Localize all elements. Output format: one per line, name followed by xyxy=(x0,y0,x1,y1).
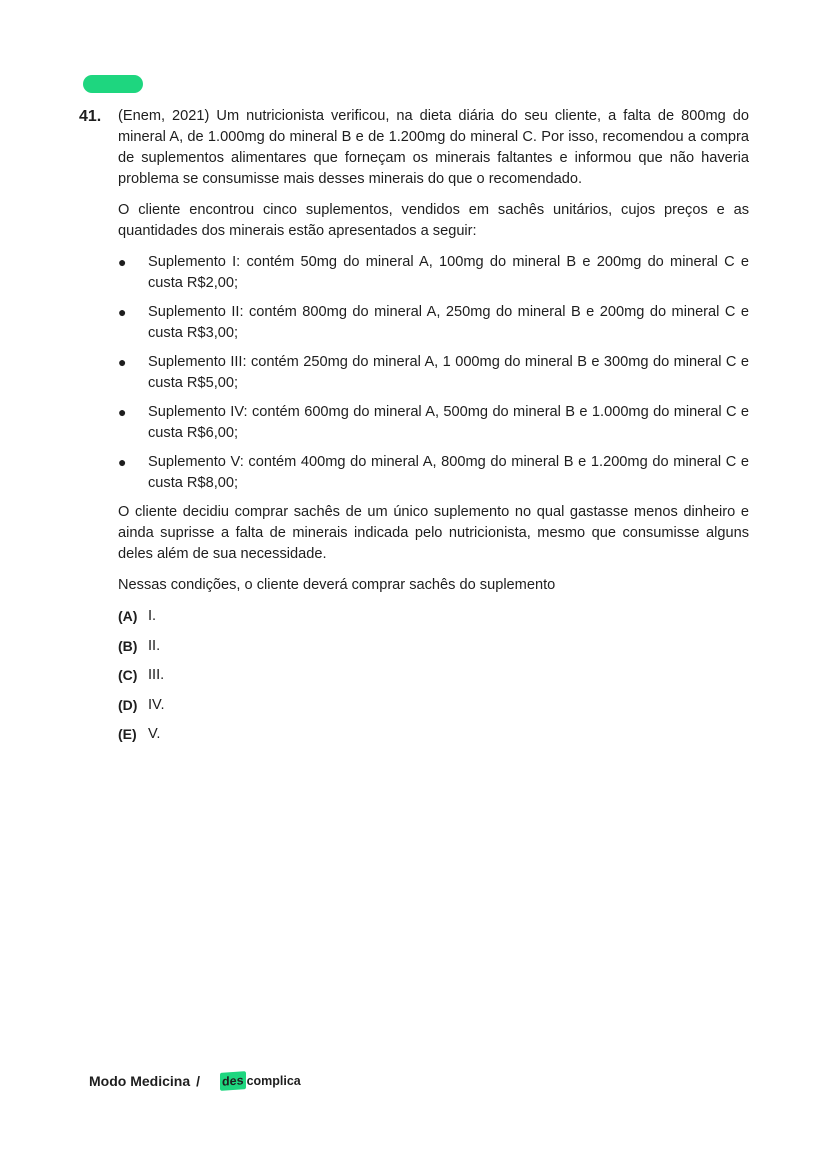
option-b[interactable]: (B) II. xyxy=(118,637,161,654)
question-number: 41. xyxy=(79,108,102,125)
question-context: O cliente encontrou cinco suplementos, vendidos em sachês unitários, cujos preços e as quantidades dos minerais estão apresentados a seguir: xyxy=(118,202,749,239)
section-tag-pill xyxy=(83,75,143,93)
list-item: ● Suplemento III: contém 250mg do mineral A, 1 000mg do mineral B e 300mg do mineral C e custa R$5,00; xyxy=(118,354,749,391)
footer-brand: Modo Medicina xyxy=(89,1073,191,1089)
bullet-icon: ● xyxy=(118,454,127,470)
list-item: ● Suplemento IV: contém 600mg do mineral A, 500mg do mineral B e 1.000mg do mineral C e custa R$6,00; xyxy=(118,404,749,441)
question-intro: (Enem, 2021) Um nutricionista verificou, na dieta diária do seu cliente, a falta de 800mg do mineral A, de 1.000mg do mineral B e de 1.200mg do mineral C. Por isso, recomendou a compra de suplementos alimentares que forneçam os minerais faltantes e informou que não haveria problema se consumisse mais desses minerais do que o recomendado. xyxy=(118,108,749,187)
bullet-icon: ● xyxy=(118,254,127,270)
list-item: ● Suplemento V: contém 400mg do mineral A, 800mg do mineral B e 1.200mg do mineral C e custa R$8,00; xyxy=(118,454,749,491)
bullet-icon: ● xyxy=(118,404,127,420)
list-item: ● Suplemento I: contém 50mg do mineral A, 100mg do mineral B e 200mg do mineral C e custa R$2,00; xyxy=(118,254,749,291)
footer-separator: / xyxy=(196,1073,201,1089)
descomplica-logo: des complica xyxy=(220,1072,301,1090)
answer-options xyxy=(118,606,749,754)
bullet-icon: ● xyxy=(118,304,127,320)
question-block xyxy=(79,106,749,754)
supplement-list xyxy=(118,252,749,494)
option-c[interactable]: (C) III. xyxy=(118,667,165,683)
option-d[interactable]: (D) IV. xyxy=(118,696,165,713)
page-footer xyxy=(89,1072,301,1090)
question-decision: O cliente decidiu comprar sachês de um único suplemento no qual gastasse menos dinheiro e ainda suprisse a falta de minerais indicada pelo nutricionista, mesmo que consumisse alguns deles além de sua necessidade. xyxy=(118,504,749,562)
option-e[interactable]: (E) V. xyxy=(118,726,161,742)
list-item: ● Suplemento II: contém 800mg do mineral A, 250mg do mineral B e 200mg do mineral C e custa R$3,00; xyxy=(118,304,749,341)
bullet-icon: ● xyxy=(118,354,127,370)
question-prompt: Nessas condições, o cliente deverá comprar sachês do suplemento xyxy=(118,577,556,593)
option-a[interactable]: (A) I. xyxy=(118,608,157,624)
